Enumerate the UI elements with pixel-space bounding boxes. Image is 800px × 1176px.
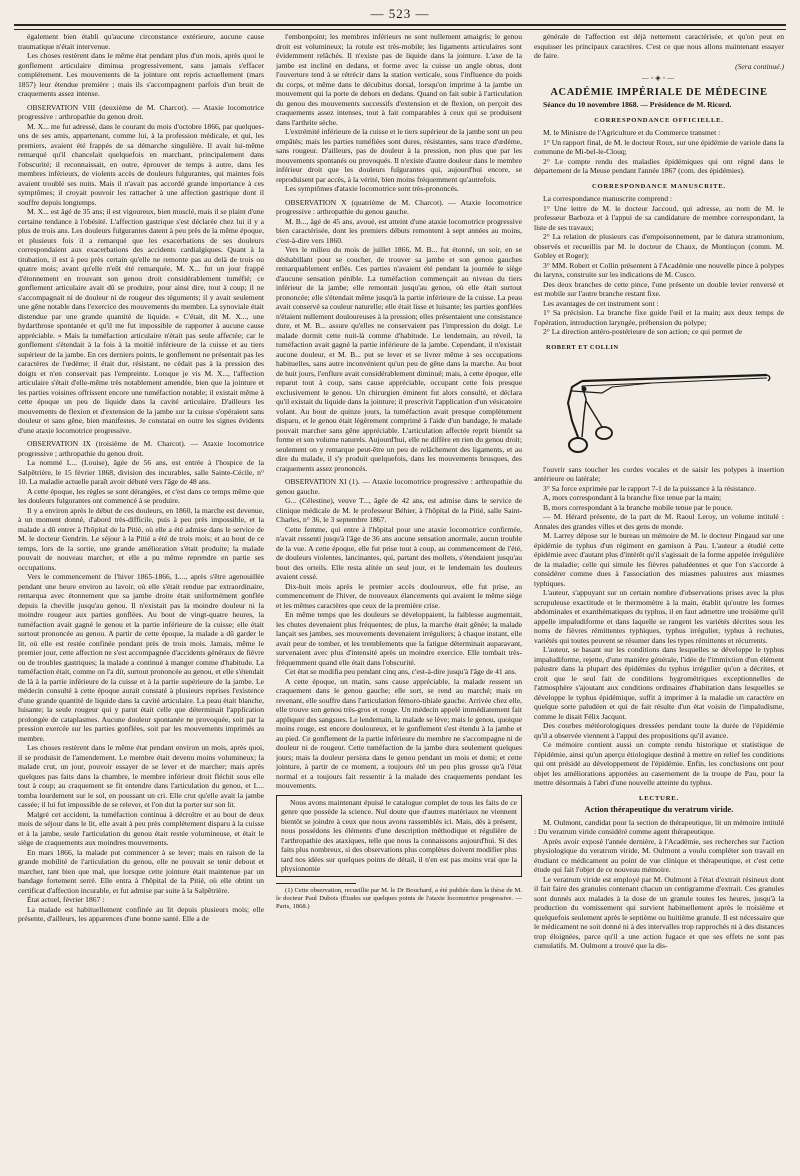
column-left <box>18 32 264 1172</box>
paragraph: 1° Une lettre de M. le docteur Jaccoud, qui adresse, au nom de M. le professeur Barboza et à l'appui de sa candidature de membre correspondant, la liste de ses travaux; <box>534 203 784 232</box>
paragraph: — M. Hérard présente, de la part de M. Raoul Leroy, un volume intitulé : Annales des grandes villes et des gens de monde. <box>534 512 784 531</box>
paragraph: État actuel, février 1867 : <box>27 895 105 904</box>
paragraph: 3° Sa force exprimée par le rapport 7-1 de la puissance à la résistance. <box>543 483 757 493</box>
paragraph: La nommé L... (Louise), âgée de 56 ans, est entrée à l'hospice de la Salpêtrière, le 15 février 1868, division des incurables, salle Sainte-Cécile, n° 10. La maladie actuelle paraît avoir débuté vers l'âge de 48 ans. <box>18 458 264 486</box>
paragraph: Vers le milieu du mois de juillet 1866, M. B... fut étonné, un soir, en se déshabillant pour se coucher, de trouver sa jambe et son genou gauches remarquablement enflés. Ces parties n'avaient été pendant la journée le siège d'aucune sensation pénible. La tuméfaction commençait au niveau du tiers inférieur de la jambe; elle remontait jusqu'au genou, où elle était surtout prononcée; elle s'étendait même jusqu'à la partie inférieure de la cuisse. La peau avait conservé sa couleur naturelle; elle était lisse et luisante; les parties gonflées n'étaient nullement douloureuses à la pression; elles présentaient une consistance dure, et M. B... assure qu'elles ne conservaient pas l'impression du doigt. Le malade dormit cette nuit-là comme d'habitude. Le lendemain, au réveil, la tuméfaction avait gagné la partie inférieure de la jambe. Cependant, il n'existait aucune douleur, et M. B... put se lever et se livrer même à ses occupations habituelles, sans autre inconvénient qu'un peu de gêne dans la marche. Au bout de huit jours, l'enflure avait considérablement diminué; mais, à cette époque, elle reparut tout à coup, sans cause appréciable, occupant cette fois presque exclusivement le genou. Un chirurgien éminent fut alors consulté, et déclara qu'il existait du liquide dans la jointure; il prescrivit l'application d'un vésicatoire volant. Au bout de quinze jours, la tuméfaction avait presque complètement disparu, et le genou était légèrement comprimé à l'aide d'un bandage, le malade pouvait marcher sans gêne appréciable. L'articulation affectée reprit bientôt sa forme et son volume naturels. Aujourd'hui, elle ne diffère en rien du genou droit; seulement on y remarque peut-être un peu de relâchement des ligaments, et au dire du malade, il s'y produit quelquefois, dans les mouvements brusques, des craquements assez prononcés. <box>276 245 522 473</box>
footnote: (1) Cette observation, recueillie par M. le Dr Bouchard, a été publiée dans la thèse de M. le docteur Paul Dubois (Études sur quelques points de l'ataxie locomotrice progressive. — Paris, 1868.) <box>276 886 522 910</box>
page-number: — 523 — <box>370 6 430 21</box>
paragraph: Le veratrum viride est employé par M. Oulmont à l'état d'extrait résineux dont il fait faire des granules contenant chacun un centigramme d'extrait. Ces granules sont donnés aux malades à la dose de un granule toutes les heures, jusqu'à la production du vomissement qui survient habituellement après le troisième et quelquefois seulement après le septième ou huitième granule. Il est nécessaire que le médicament ne soit donné ni à des intervalles trop rapprochés ni à des distances trop éloignées, parce qu'il a une action fugace et que ses effets ne sont pas cumulatifs. M. Oulmont a trouvé que la dis- <box>534 874 784 950</box>
paragraph: En mars 1866, la malade put commencer à se lever; mais en raison de la grande mobilité de l'articulation du genou, elle ne pouvait se tenir debout et marcher, tant bien que mal, que lorsque cette jointure était maintenue par un bandage fortement serré. Elle entra à l'hôpital de la Pitié, où elle obtint un certificat d'affection incurable, et fut admise par suite à la Salpêtrière. <box>18 847 264 895</box>
paragraph: Cet état se modifia peu pendant cinq ans, c'est-à-dire jusqu'à l'âge de 41 ans. <box>285 667 517 676</box>
section-heading-manuscript: CORRESPONDANCE MANUSCRITE. <box>591 182 726 190</box>
paragraph: La correspondance manuscrite comprend : <box>543 194 673 203</box>
paragraph: M. X... est âgé de 35 ans; il est vigoureux, bien musclé, mais il se plaint d'une certaine tendance à l'obésité. L'affection gastrique s'est déclarée chez lui il y a plus de trois ans. Les douleurs fulgurantes datent à peu près de la même époque, et plusieurs fois il a remarqué que les exacerbations de ses douleurs correspondaient aux exacerbations des accidents cardialgiques. Quant à la titubation, il est à peu près certain qu'elle ne remonte pas au delà de trois ou quatre mois; avant qu'elle n'eût été remarquée, M. X... fut un jour frappé d'étonnement en trouvant son genou droit considérablement tuméfié; ce gonflement articulaire avait dû se produire, pour ainsi dire, tout à coup; il ne s'accompagnait ni de douleur ni de rougeur des téguments; il y avait seulement une gêne notable dans l'exercice des mouvements du membre. La synoviale était distendue par une grande quantité de liquide. « C'était, dit M. X..., une hydarthrose spontanée et qu'il me fut impossible de rapporter à aucune cause appréciable. » Mais la tuméfaction articulaire n'était pas seule affectée; car le gonflement s'étendait à la fois à la moitié inférieure de la cuisse et au tiers supérieur de la jambe. En ces derniers points, le gonflement ne présentait pas les caractères de l'œdème; il était dur, résistant, ne cédait pas à la pression des doigts et n'en conservait pas l'empreinte. Lorsque je vis M. X..., l'affection articulaire s'était d'elle-même très notablement amendée, bien que la jointure et les parties voisines offrissent encore une tuméfaction notable; il existait même à cette époque un peu de liquide dans la cavité articulaire. D'ailleurs les mouvements de flexion et d'extension de la jambe sur la cuisse s'opéraient sans douleur et sans gêne, bien manifestes. Je constatai en outre les signes évidents d'une ataxie locomotrice progressive. <box>18 207 264 435</box>
paragraph: En même temps que les douleurs se développaient, la faiblesse augmentait, les chutes devenaient plus fréquentes; de plus, la marche était gênée; la malade lançait ses jambes, ses mouvements devenaient irréguliers; à chaque instant, elle avait peur de tomber, et les tremblements que la fatigue déterminait auparavant, survenaient avec plus d'intensité après un moindre exercice. Elle tombait très-fréquemment quand elle était dans l'obscurité. <box>276 610 522 667</box>
paragraph: M. B..., âgé de 45 ans, avoué, est atteint d'une ataxie locomotrice progressive bien caractérisée, dont les premiers débuts remontent à sept années au moins, c'est-à-dire vers 1860. <box>276 216 522 245</box>
paragraph: Ce mémoire contient aussi un compte rendu historique et statistique de l'épidémie, ainsi qu'un aperçu étiologique destiné à mettre en relief les conditions qui ont présidé au développement de l'épidémie. Enfin, les conclusions ont pour objet les améliorations apportées au casernement de la troupe de Pau, pour la mettre désormais à l'abri d'une nouvelle atteinte du typhus. <box>534 740 784 787</box>
paragraph: Les symptômes d'ataxie locomotrice sont très-prononcés. <box>285 184 459 193</box>
paragraph: également bien établi qu'aucune circonstance extérieure, aucune cause traumatique n'était intervenue. <box>18 32 264 51</box>
paragraph: L'extrémité inférieure de la cuisse et le tiers supérieur de la jambe sont un peu empâtés; mais les parties tuméfiées sont dures, résistantes, sans trace d'œdème, sans rougeur. D'ailleurs, pas de douleur à la pression, non plus que par les mouvements spontanés ou provoqués. Il n'existe d'autre douleur dans le membre inférieur droit que les douleurs fulgurantes qui, aujourd'hui encore, se reproduisent par accès, à la vérité, bien moins fréquemment qu'autrefois. <box>276 127 522 184</box>
observation-heading: OBSERVATION IX (troisième de M. Charcot). — Ataxie locomotrice progressive ; arthropathie du genou droit. <box>18 439 264 458</box>
summary-box <box>276 795 522 877</box>
paragraph: Malgré cet accident, la tuméfaction continua à décroître et au bout de deux mois de séjour dans le lit, elle avait à peu près complétement disparu à la cuisse et à la jambe, seule l'articulation du genou était restée volumineuse, et était le siège de craquements aux moindres mouvements. <box>18 809 264 847</box>
academy-title: ACADÉMIE IMPÉRIALE DE MÉDECINE <box>550 86 768 98</box>
academy-session: Séance du 10 novembre 1868. — Présidence de M. Ricord. <box>543 100 732 109</box>
paragraph: 2° La direction antéro-postérieure de son action; ce qui permet de <box>543 327 743 336</box>
observation-heading: OBSERVATION X (quatrième de M. Charcot). — Ataxie locomotrice progressive : arthropathie du genou gauche. <box>276 197 522 216</box>
paragraph: générale de l'affection est déjà nettement caractérisée, et qu'on peut en esquisser les principaux caractères. C'est ce que nous allons maintenant essayer de faire. <box>534 32 784 60</box>
paragraph: Des deux branches de cette pince, l'une présente un double levier renversé et est mobile sur l'autre branche restant fixe. <box>534 279 784 298</box>
polyp-forceps-drawing <box>542 341 772 461</box>
ornament-divider: —◦◈◦— <box>641 74 677 82</box>
paragraph: G... (Célestine), veuve T..., âgée de 42 ans, est admise dans le service de clinique médicale de M. le professeur Béhier, à l'hôpital de la Pitié, salle Saint-Charles, n° 36, le 3 septembre 1867. <box>276 496 522 524</box>
column-right <box>534 32 784 1172</box>
paragraph: Cette femme, qui entre à l'hôpital pour une ataxie locomotrice confirmée, n'avait ressenti jusqu'à l'âge de 36 ans aucune sensation anormale, aucun trouble de la vue. A cette époque, elle fut prise tout à coup, au commencement de l'été, de douleurs violentes, lancinantes, qui, partant des mollets, s'étendaient jusqu'au bout des orteils. Elle resta alitée un seul jour, et le lendemain les douleurs avaient cessé. <box>276 524 522 581</box>
paragraph: Nous avons maintenant épuisé le catalogue complet de tous les faits de ce genre que possède la science. Nul doute que d'autres matériaux ne viennent bientôt se joindre à ceux que nous avons rassemblés ici. Mais, dès à présent, nous possédons les éléments d'une description méthodique et régulière de l'arthropathie des ataxiques, telle que nous la connaissons aujourd'hui. Si des faits plus nombreux, si des observations plus complètes doivent modifier plus tard nos idées sur quelques points de détail, il n'en est pas moins vrai que la physionomie <box>281 797 518 873</box>
paragraph: L'auteur, s'appuyant sur un certain nombre d'observations prises avec la plus scrupuleuse exactitude et le thermomètre à la main, établit qu'outre les formes abdominales et exanthématiques du typhus, il en faut admettre une troisième qu'il appelle impaludiforme et dans laquelle se rangent les variétés décrites sous les noms de fièvres rémittentes typhiques, typhus irrégulier, typhus à rechutes, variétés qui toutes peuvent se résumer dans les types rémittents et récurrents. <box>534 588 784 645</box>
section-heading-official: CORRESPONDANCE OFFICIELLE. <box>594 116 724 124</box>
observation-heading: OBSERVATION VIII (deuxième de M. Charcot). — Ataxie locomotrice progressive : arthropathie du genou droit. <box>18 102 264 121</box>
paragraph: 3° MM. Robert et Collin présentent à l'Académie une nouvelle pince à polypes du larynx, construite sur les indications de M. Cusco. <box>534 260 784 279</box>
paragraph: A, mors correspondant à la branche fixe tenue par la main; <box>543 493 722 502</box>
figure-maker-label: ROBERT ET COLLIN <box>546 343 619 351</box>
paragraph: M. le Ministre de l'Agriculture et du Commerce transmet : <box>543 128 721 137</box>
paragraph: Il y a environ après le début de ces douleurs, en 1860, la marche est devenue, à un moment donné, d'abord très-difficile, puis à peu près impossible, et la malade a dû entrer à l'hôpital de la Pitié, où elle a été admise dans le service de M. le docteur Gendrin. Le séjour à la Pitié a été de trois mois; et au bout de ce temps, lors de la sortie, une grande amélioration s'était produite; la malade pouvait de nouveau marcher, et elle a pu même reprendre en partie ses occupations. <box>18 505 264 572</box>
paragraph: 2° La relation de plusieurs cas d'empoisonnement, par le datura stramonium, observés et recueillis par M. le docteur de Chaux, de Montiuçon (comm. M. Gobley et Roger); <box>534 232 784 260</box>
paragraph: M. Oulmont, candidat pour la section de thérapeutique, lit un mémoire intitulé : Du veratrum viride considéré comme agent thérapeutique. <box>534 817 784 836</box>
paragraph: 1° Un rapport final, de M. le docteur Roux, sur une épidémie de variole dans la commune de Mi-bel-le-Clouq; <box>534 137 784 156</box>
paragraph: Dix-huit mois après le premier accès douloureux, elle fut prise, au commencement de l'hiver, de nouveaux élancements qui avaient le même siège et les mêmes caractères que ceux de la première crise. <box>276 581 522 610</box>
paragraph: Des courbes météorologiques dressées pendant toute la durée de l'épidémie qu'il a observée viennent à l'appui des propositions qu'il avance. <box>534 721 784 740</box>
paragraph: Les choses restèrent dans le même état pendant environ un mois, après quoi, il se produisit de l'amendement. Le membre était devenu moins volumineux; la malade crut, un jour, pouvoir essayer de se lever et de marcher; mais après quelques pas faits dans la chambre, le membre inférieur droit fléchit sous elle tout à coup; au craquement se fit entendre dans l'articulation du genou, et L... tomba lourdement sur le sol, en poussant un cri. Elle crut qu'elle avait la jambe cassée; il lui fut impossible de se relever, et l'on dut la porter sur son lit. <box>18 743 264 809</box>
paragraph: l'embonpoint; les membres inférieurs ne sont nullement amaigris; le genou droit est volumineux; la rotule est très-mobile; les ligaments articulaires sont évidemment relâchés. Il n'existe pas de liquide dans la jointure. L'axe de la jambe est incliné en dedans, et forme avec la cuisse un angle obtus, dont l'ouverture tend à se rétrécir dans la station verticale, sous l'influence du poids du corps, et même dans le décubitus dorsal, lorsqu'on imprime à la jambe un mouvement qui la porte de dehors en dedans. Quand on fait subir à l'articulation du genou des mouvements successifs d'extension et de flexion, on perçoit des craquements assez intenses, tout à fait comparables à ceux qui se produisent dans l'arthrite sèche. <box>276 32 522 127</box>
paragraph: 1° Sa précision. La branche fixe guide l'œil et la main; aux deux temps de l'opération, introduction laryngée, préhension du polype; <box>534 308 784 327</box>
footnote-rule <box>276 883 356 884</box>
paragraph: La malade est habituellement confinée au lit depuis plusieurs mois; elle présente, d'ailleurs, les apparences d'une bonne santé. Elle a de <box>18 904 264 923</box>
column-middle <box>276 32 522 1172</box>
paragraph: B, mors correspondant à la branche mobile tenue par le pouce. <box>543 502 733 512</box>
paragraph: M. Larrey dépose sur le bureau un mémoire de M. le docteur Pingaud sur une épidémie de typhus d'un régiment en garnison à Pau. L'auteur a étudié cette épidémie avec d'autant plus d'intérêt qu'il s'agissait de la forme appelée irrégulière de la maladie; celle qui simule les fièvres paludéennes et que l'on s'accorde à considérer comme dues à l'association des miasmes palustres aux miasmes typhiques. <box>534 531 784 588</box>
paragraph: M. X... me fut adressé, dans le courant du mois d'octobre 1866, par quelques-uns de ses amis, appartenant, comme lui, à la profession médicale, et qui, les premiers, avaient été frappés de sa démarche singulière. Il avait lui-même remarqué qu'il chancelait quelquefois en marchant, principalement dans l'obscurité; il reconnaissait, en outre, éprouver de temps à autre, dans les membres inférieurs, de violents accès de douleurs fulgurantes, qui maintes fois avaient troublé ses nuits. Mais il n'avait pas accordé grande importance à ces symptômes; il croyait pouvoir les rattacher à une affection gastrique dont il souffre depuis longtemps. <box>18 121 264 207</box>
continued-note: (Sera continué.) <box>735 61 784 71</box>
paragraph: 2° Le compte rendu des maladies épidémiques qui ont régné dans le département de la Meuse pendant l'année 1867 (com. des épidémies). <box>534 156 784 175</box>
paragraph: l'ouvrir sans toucher les cordes vocales et de saisir les polypes à insertion antérieure ou latérale; <box>534 464 784 483</box>
section-heading-lecture: LECTURE. <box>639 794 679 802</box>
paragraph: Après avoir exposé l'année dernière, à l'Académie, ses recherches sur l'action physiologique du veratrum viride, M. Oulmont a voulu compléter son travail en étudiant ce médicament au point de vue clinique et thérapeutique, et c'est cette étude qui fait l'objet de ce nouveau mémoire. <box>534 836 784 874</box>
paragraph: A cette époque, les règles se sont dérangées, et c'est dans ce temps même que les douleurs fulgurantes ont commencé à se produire. <box>18 486 264 505</box>
paragraph: L'auteur, se basant sur les conditions dans lesquelles se développe le typhus impaludiforme, rejette, d'une manière générale, l'idée de l'immixtion d'un élément palustre dans la plupart des épidémies du typhus irrégulier qu'on a décrites, et croit que le seul fait de conditions hygrométriques exceptionnelles de l'atmosphère s'ajoutant aux conditions ordinaires d'habitation dans lesquelles se développe le typhus épidémique, suffit à imprimer à la maladie un caractère en quelque sorte paludéen et qui de fait résulte d'un état voisin de l'impaludisme, comme le disait Félix Jacquot. <box>534 645 784 721</box>
observation-heading: OBSERVATION XI (1). — Ataxie locomotrice progressive : arthropathie du genou gauche. <box>276 477 522 496</box>
header-rule <box>14 24 786 30</box>
paragraph: A cette époque, un matin, sans cause appréciable, la malade ressent un craquement dans le genou gauche; elle sort, se rend au marché; mais en revenant, elle souffre dans l'articulation fémoro-tibiale gauche. Arrivée chez elle, elle trouve son genou très-gros et rouge. Un médecin appelé immédiatement fait appliquer des sangsues. Le lendemain, la malade se lève; mais le genou, quoique moins rouge, est encore douloureux, et le gonflement s'est étendu à la jambe et au pied. Ce gonflement de la partie inférieure du membre ne s'accompagne ni de douleur ni de rougeur. Cette tuméfaction de la jambe dura seulement quelques jours; mais la douleur persista dans le genou pendant un mois et demi; et cette jointure, à partir de ce moment, a toujours été un peu plus grosse qu'à l'état normal et a toujours fait ressentir à la malade des craquements pendant les mouvements. <box>276 676 522 790</box>
paragraph: Les choses restèrent dans le même état pendant plus d'un mois, après quoi le gonflement articulaire diminua progressivement, sans jamais s'effacer complétement. Les mouvements de la jointure ont repris actuellement (mars 1857) leur étendue première ; mais ils s'accompagnent parfois d'un bruit de craquements assez intense. <box>18 51 264 98</box>
paragraph: Les avantages de cet instrument sont : <box>543 298 659 308</box>
forceps-illustration <box>542 341 772 461</box>
paragraph: Vers le commencement de l'hiver 1865-1866, L..., après s'être agenouillée pendant une heure environ au lavoir, où elle s'était rendue par extraordinaire, remarqua avec étonnement que sa jambe droite était uniformément gonflée depuis la cheville jusqu'au genou. Il n'existait pas la moindre douleur ni la moindre rougeur aux parties gonflées. Au bout de vingt-quatre heures, la tuméfaction avait gagné le genou et la partie inférieure de la cuisse; elle était surtout prononcée au genou. A partir de cette époque, la malade a dû garder le lit, où elle est restée confinée pendant près de trois mois. Jamais, même le premier jour, cette affection ne s'est accompagnée d'accidents généraux de fièvre ou de troubles gastriques; la malade a continué à manger comme d'habitude. La tuméfaction était, comme on l'a dit, surtout prononcée au genou, et elle s'étendait de là à la partie inférieure de la cuisse et à la partie supérieure de la jambe. Le médecin consulté à cette époque aurait constaté à plusieurs reprises l'existence d'une grande quantité de liquide dans la cavité articulaire. La peau était blanche, luisante; la seule rougeur qui y parut était celle que déterminait l'application prolongée de cataplasmes. Aucune douleur spontanée ne provoquée, soit par la pression exercée sur les parties gonflées, soit par les mouvements imprimés au membre. <box>18 572 264 743</box>
lecture-title: Action thérapeutique du veratrum viride. <box>584 805 734 814</box>
